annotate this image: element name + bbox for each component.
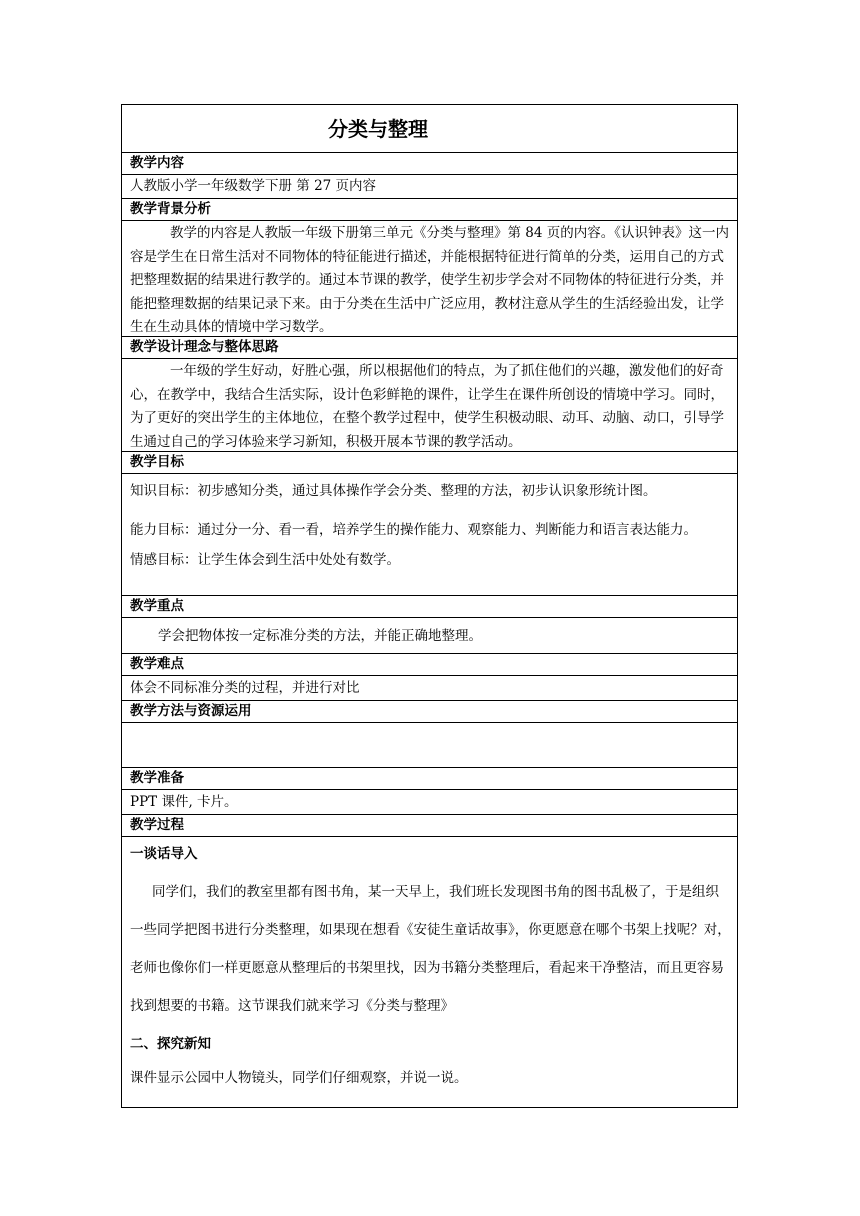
process-heading: 教学过程	[122, 815, 737, 837]
knowledge-goal: 知识目标：初步感知分类，通过具体操作学会分类、整理的方法，初步认识象形统计图。	[130, 483, 657, 499]
lesson-plan-table	[121, 104, 738, 1108]
methods-heading: 教学方法与资源运用	[122, 701, 737, 723]
emotion-goal: 情感目标：让学生体会到生活中处处有数学。	[130, 552, 400, 568]
background-section	[122, 221, 737, 337]
preparation-heading: 教学准备	[122, 768, 737, 790]
difficulty-heading: 教学难点	[122, 654, 737, 676]
process-section	[122, 837, 737, 1107]
teaching-content-text: 人教版小学一年级数学下册 第 27 页内容	[122, 175, 737, 199]
design-heading: 教学设计理念与整体思路	[122, 337, 737, 359]
teaching-content-heading: 教学内容	[122, 153, 737, 175]
goals-section	[122, 474, 737, 596]
design-text: 一年级的学生好动，好胜心强，所以根据他们的特点，为了抓住他们的兴趣，激发他们的好奇心，在教学中，我结合生活实际，设计色彩鲜艳的课件，让学生在课件所创设的情境中学习。同时，为了更好的突出学生的主体地位，在整个教学过程中，使学生积极动眼、动耳、动脑、动口，引导学生通过自己的学习体验来学习新知，积极开展本节课的教学活动。	[130, 363, 724, 450]
explore-section-title: 二、探究新知	[130, 1036, 211, 1052]
background-heading: 教学背景分析	[122, 199, 737, 221]
intro-section-text: 同学们，我们的教室里都有图书角，某一天早上，我们班长发现图书角的图书乱极了，于是组织一些同学把图书进行分类整理，如果现在想看《安徒生童话故事》，你更愿意在哪个书架上找呢？对，老师也像你们一样更愿意从整理后的书架里找，因为书籍分类整理后，看起来干净整洁，而且更容易找到想要的书籍。这节课我们就来学习《分类与整理》	[130, 884, 731, 1014]
key-point-text: 学会把物体按一定标准分类的方法，并能正确地整理。	[122, 618, 737, 654]
goals-heading: 教学目标	[122, 452, 737, 474]
difficulty-text: 体会不同标准分类的过程，并进行对比	[122, 676, 737, 701]
ability-goal: 能力目标：通过分一分、看一看，培养学生的操作能力、观察能力、判断能力和语言表达能力。	[130, 522, 697, 538]
design-section	[122, 359, 737, 452]
background-text: 教学的内容是人教版一年级下册第三单元《分类与整理》第 84 页的内容。《认识钟表》这一内容是学生在日常生活对不同物体的特征能进行描述，并能根据特征进行简单的分类，运用自己的方式把整理数据的结果进行教学的。通过本节课的教学，使学生初步学会对不同物体的特征进行分类，并能把整理数据的结果记录下来。由于分类在生活中广泛应用，教材注意从学生的生活经验出发，让学生在生动具体的情境中学习数学。	[130, 225, 730, 335]
methods-section	[122, 723, 737, 768]
key-point-heading: 教学重点	[122, 596, 737, 618]
page-title: 分类与整理	[122, 105, 737, 153]
explore-section-text: 课件显示公园中人物镜头，同学们仔细观察，并说一说。	[130, 1070, 468, 1086]
preparation-text: PPT 课件, 卡片。	[122, 790, 737, 815]
intro-section-title: 一谈话导入	[130, 846, 198, 862]
